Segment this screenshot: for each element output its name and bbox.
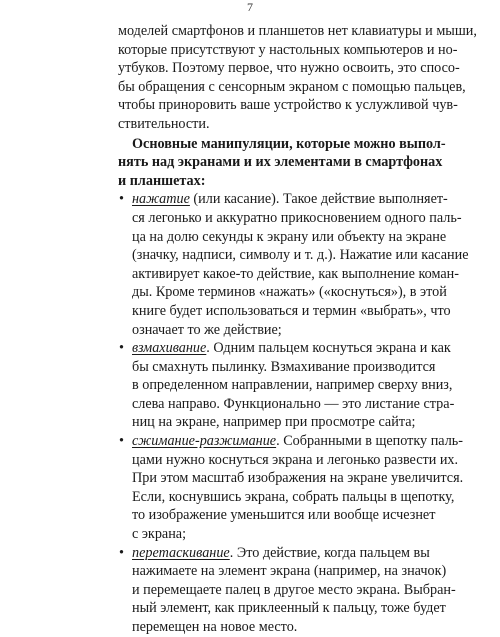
text-fragment: . Собранными в щепотку паль-: [276, 433, 463, 450]
text-line: бы смахнуть пылинку. Взмахивание производится: [132, 358, 436, 375]
text-line: ниц на экране, например при просмотре сайта;: [132, 414, 416, 431]
text-line: чтобы приноровить ваше устройство к услужливой чув-: [118, 97, 458, 114]
text-line: бы обращения с сенсорным экраном с помощью пальцев,: [118, 78, 466, 95]
text-line: моделей смартфонов и планшетов нет клавиатуры и мыши,: [118, 23, 477, 39]
bullet-mark: •: [119, 191, 124, 208]
text-line: ствительности.: [118, 115, 210, 132]
text-line: которые присутствуют у настольных компьютеров и но-: [118, 41, 458, 58]
gesture-list: [118, 190, 469, 636]
list-item: [118, 544, 456, 637]
text-line: [132, 339, 451, 358]
gesture-term: перетаскивание: [132, 544, 230, 561]
page-number: 7: [247, 0, 253, 14]
text-line: Если, коснувшись экрана, собрать пальцы в щепотку,: [132, 488, 455, 505]
text-fragment: . Одним пальцем коснуться экрана и как: [206, 340, 451, 357]
list-item: [118, 190, 469, 339]
text-line: [132, 544, 430, 563]
text-line: перемещен на новое место.: [132, 619, 298, 635]
gesture-term: нажатие: [132, 191, 190, 208]
bullet-mark: •: [119, 433, 124, 450]
intro-paragraph: [118, 22, 477, 134]
bullet-mark: •: [119, 340, 124, 357]
text-line: книге будет использоваться и термин «выбрать», что: [132, 302, 451, 319]
text-line: утбуков. Поэтому первое, что нужно освоить, это спосо-: [118, 60, 460, 77]
text-line: [132, 432, 463, 451]
text-line: означает то же действие;: [132, 321, 282, 338]
text-line: и перемещаете палец в другое место экрана. Выбран-: [132, 581, 456, 598]
heading-line: Основные манипуляции, которые можно выпол-: [132, 135, 446, 152]
section-heading: [118, 135, 446, 191]
gesture-term: сжимание-разжимание: [132, 433, 277, 450]
text-line: в определенном направлении, например сверху вниз,: [132, 377, 453, 394]
text-line: ца на долю секунды к экрану или объекту на экране: [132, 228, 447, 245]
text-line: то изображение уменьшится или вообще исчезнет: [132, 507, 436, 524]
text-line: ся легонько и аккуратно прикосновением одного паль-: [132, 209, 462, 226]
heading-line: и планшетах:: [118, 172, 206, 189]
list-item: [118, 339, 455, 432]
page-text: [118, 22, 477, 637]
heading-line: нять над экранами и их элементами в смартфонах: [118, 154, 443, 171]
text-line: цами нужно коснуться экрана и легонько развести их.: [132, 451, 459, 468]
text-line: слева направо. Функционально — это листание стра-: [132, 395, 455, 412]
bullet-mark: •: [119, 544, 124, 561]
text-line: ды. Кроме терминов «нажать» («коснуться»), в этой: [132, 284, 447, 301]
text-line: ный элемент, как приклеенный к пальцу, тоже будет: [132, 600, 446, 617]
text-line: [132, 190, 448, 209]
gesture-term: взмахивание: [132, 340, 207, 357]
text-line: с экрана;: [132, 526, 187, 543]
text-fragment: . Это действие, когда пальцем вы: [229, 544, 430, 561]
list-item: [118, 432, 464, 544]
text-line: активирует какое-то действие, как выполнение коман-: [132, 265, 459, 282]
text-line: (значку, надписи, символу и т. д.). Нажатие или касание: [132, 247, 469, 264]
text-line: При этом масштаб изображения на экране увеличится.: [132, 470, 464, 487]
text-fragment: (или касание). Такое действие выполняет-: [189, 191, 448, 208]
text-line: нажимаете на элемент экрана (например, на значок): [132, 563, 447, 580]
